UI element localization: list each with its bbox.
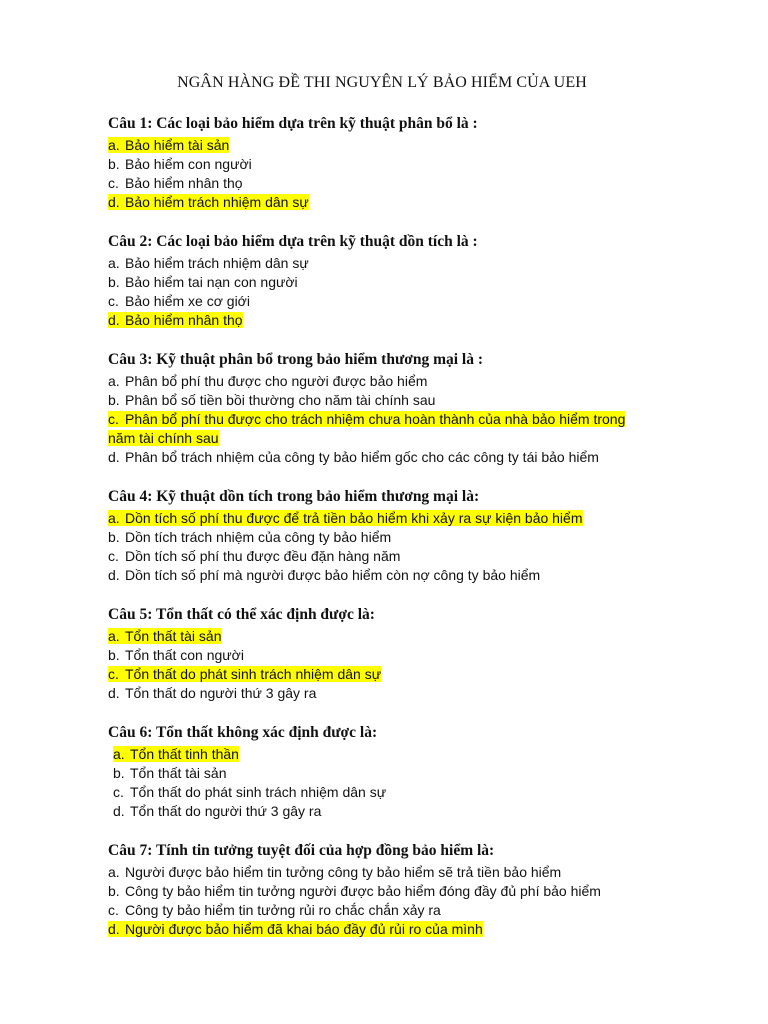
answer-options [108, 254, 648, 330]
answer-option-d [108, 920, 648, 939]
option-letter: b. [108, 883, 120, 899]
question-2 [108, 231, 648, 330]
question-title: Câu 3: Kỹ thuật phân bổ trong bảo hiểm thương mại là : [108, 351, 484, 368]
option-letter: d. [108, 567, 120, 583]
answer-option-b [108, 764, 648, 783]
answer-option-c [108, 783, 648, 802]
answer-option-c [108, 410, 656, 448]
option-letter: a. [113, 746, 125, 762]
answer-options [108, 863, 648, 939]
option-letter: a. [108, 373, 120, 389]
question-title: Câu 6: Tổn thất không xác định được là: [108, 724, 378, 741]
answer-option-b [108, 646, 648, 665]
option-letter: a. [108, 864, 120, 880]
option-letter: a. [108, 137, 120, 153]
question-title: Câu 2: Các loại bảo hiểm dựa trên kỹ thuật dồn tích là : [108, 233, 478, 250]
option-letter: c. [108, 175, 119, 191]
option-letter: d. [108, 312, 120, 328]
option-text: Dồn tích số phí mà người được bảo hiểm còn nợ công ty bảo hiểm [125, 567, 541, 583]
option-text: Bảo hiểm trách nhiệm dân sự [125, 194, 309, 210]
option-text: Phân bổ số tiền bồi thường cho năm tài chính sau [125, 392, 436, 408]
option-text: Dồn tích số phí thu được đều đặn hàng năm [125, 548, 401, 564]
option-text: Dồn tích trách nhiệm của công ty bảo hiểm [125, 529, 392, 545]
answer-option-b [108, 528, 648, 547]
option-text: Phân bổ trách nhiệm của công ty bảo hiểm gốc cho các công ty tái bảo hiểm [125, 449, 599, 465]
option-letter: c. [108, 902, 119, 918]
option-text: Bảo hiểm xe cơ giới [125, 293, 250, 309]
option-text: Bảo hiểm tài sản [125, 137, 230, 153]
option-text: Tổn thất do người thứ 3 gây ra [125, 685, 317, 701]
option-text: Phân bổ phí thu được cho trách nhiệm chưa hoàn thành của nhà bảo hiểm trong năm tài chính sau [108, 411, 626, 446]
question-3 [108, 349, 648, 467]
option-text: Người được bảo hiểm tin tưởng công ty bảo hiểm sẽ trả tiền bảo hiểm [125, 864, 562, 880]
answer-option-a [108, 509, 648, 528]
answer-option-b [108, 155, 648, 174]
question-5 [108, 604, 648, 703]
answer-option-c [108, 174, 648, 193]
option-text: Tổn thất do phát sinh trách nhiệm dân sự [125, 666, 382, 682]
option-text: Phân bổ phí thu được cho người được bảo hiểm [125, 373, 428, 389]
answer-option-c [108, 547, 648, 566]
answer-option-a [108, 254, 648, 273]
answer-option-c [108, 665, 648, 684]
option-text: Bảo hiểm nhân thọ [125, 175, 243, 191]
answer-option-b [108, 391, 648, 410]
question-title: Câu 1: Các loại bảo hiểm dựa trên kỹ thuật phân bổ là : [108, 115, 478, 132]
option-letter: a. [108, 628, 120, 644]
option-letter: a. [108, 510, 120, 526]
answer-option-c [108, 292, 648, 311]
option-text: Tổn thất tài sản [130, 765, 227, 781]
option-letter: d. [108, 449, 120, 465]
option-text: Tổn thất do người thứ 3 gây ra [130, 803, 322, 819]
answer-option-a [108, 863, 648, 882]
answer-options [108, 372, 648, 467]
answer-option-a [108, 372, 648, 391]
answer-option-b [108, 273, 648, 292]
answer-options [108, 745, 648, 821]
option-text: Tổn thất tinh thần [130, 746, 239, 762]
answer-option-d [108, 684, 648, 703]
option-letter: c. [108, 411, 119, 427]
option-letter: d. [113, 803, 125, 819]
answer-option-d [108, 193, 648, 212]
option-text: Công ty bảo hiểm tin tưởng người được bảo hiểm đóng đầy đủ phí bảo hiểm [125, 883, 601, 899]
option-letter: a. [108, 255, 120, 271]
question-title: Câu 7: Tính tin tưởng tuyệt đối của hợp đồng bảo hiểm là: [108, 842, 495, 859]
option-text: Tổn thất do phát sinh trách nhiệm dân sự [130, 784, 387, 800]
option-letter: b. [108, 529, 120, 545]
option-text: Người được bảo hiểm đã khai báo đầy đủ rủi ro của mình [125, 921, 483, 937]
answer-option-d [108, 448, 648, 467]
option-letter: b. [108, 392, 120, 408]
answer-options [108, 136, 648, 212]
option-letter: b. [108, 156, 120, 172]
question-7 [108, 840, 648, 939]
question-1 [108, 113, 648, 212]
option-letter: d. [108, 685, 120, 701]
option-text: Bảo hiểm con người [125, 156, 252, 172]
option-letter: b. [108, 647, 120, 663]
answer-options [108, 627, 648, 703]
option-letter: c. [113, 784, 124, 800]
question-title: Câu 4: Kỹ thuật dồn tích trong bảo hiểm thương mại là: [108, 488, 480, 505]
option-text: Bảo hiểm trách nhiệm dân sự [125, 255, 309, 271]
option-letter: b. [108, 274, 120, 290]
answer-option-a [108, 627, 648, 646]
option-letter: c. [108, 666, 119, 682]
question-6 [108, 722, 648, 821]
option-letter: d. [108, 194, 120, 210]
question-title: Câu 5: Tổn thất có thể xác định được là: [108, 606, 375, 623]
option-text: Bảo hiểm tai nạn con người [125, 274, 298, 290]
answer-options [108, 509, 648, 585]
option-letter: b. [113, 765, 125, 781]
answer-option-d [108, 566, 648, 585]
option-text: Dồn tích số phí thu được để trả tiền bảo hiểm khi xảy ra sự kiện bảo hiểm [125, 510, 583, 526]
answer-option-a [108, 136, 648, 155]
answer-option-a [108, 745, 648, 764]
document-title: NGÂN HÀNG ĐỀ THI NGUYÊN LÝ BẢO HIỂM CỦA UEH [177, 74, 587, 91]
question-4 [108, 486, 648, 585]
option-letter: c. [108, 548, 119, 564]
answer-option-d [108, 311, 648, 330]
option-text: Tổn thất tài sản [125, 628, 222, 644]
answer-option-b [108, 882, 648, 901]
answer-option-c [108, 901, 648, 920]
option-text: Tổn thất con người [125, 647, 244, 663]
option-text: Công ty bảo hiểm tin tưởng rủi ro chắc chắn xảy ra [125, 902, 441, 918]
answer-option-d [108, 802, 648, 821]
option-letter: c. [108, 293, 119, 309]
option-letter: d. [108, 921, 120, 937]
option-text: Bảo hiểm nhân thọ [125, 312, 243, 328]
